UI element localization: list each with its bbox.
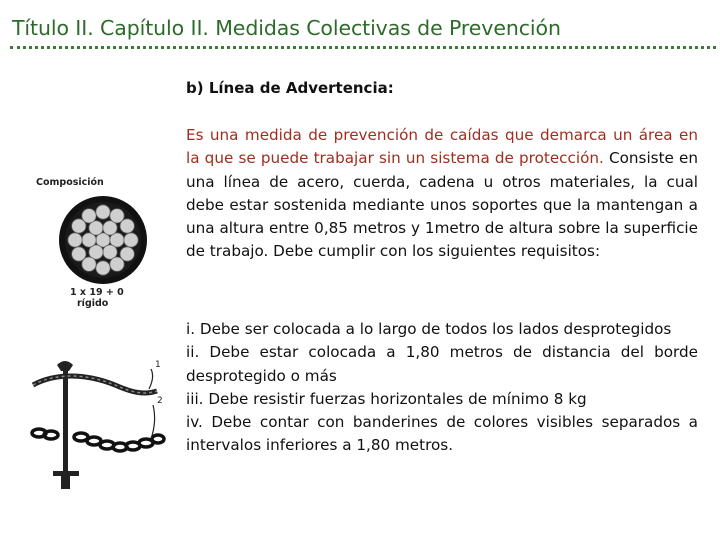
composition-caption-type: rígido — [77, 298, 109, 309]
label-1: 1 — [155, 360, 161, 370]
support-post — [63, 369, 68, 473]
composition-title: Composición — [36, 177, 104, 188]
composition-caption: 1 x 19 + 0 — [70, 287, 124, 298]
definition-text: Es una medida de prevención de caídas que demarca un área en la que se puede trabajar sin un sistema de protección. — [186, 126, 698, 168]
label-2: 2 — [157, 396, 163, 406]
requirement-item: iv. Debe contar con banderines de colores visibles separados a intervalos inferiores a 1,80 metros. — [186, 413, 698, 455]
requirement-item: ii. Debe estar colocada a 1,80 metros de distancia del borde desprotegido o más — [186, 343, 698, 385]
lower-chain — [32, 429, 164, 451]
title-divider — [10, 46, 716, 49]
requirement-item: i. Debe ser colocada a lo largo de todos los lados desprotegidos — [186, 320, 672, 338]
description-paragraph — [186, 124, 698, 264]
requirements-list — [186, 318, 698, 458]
page-title: Título II. Capítulo II. Medidas Colectivas de Prevención — [12, 16, 561, 40]
requirement-item: iii. Debe resistir fuerzas horizontales de mínimo 8 kg — [186, 389, 587, 408]
warning-line-figure — [5, 355, 175, 490]
details-text: Consiste en una línea de acero, cuerda, cadena u otros materiales, la cual debe estar sostenida mediante unos soportes que la mantengan a una altura entre 0,85 metros y 1metro de altura sobre la superficie de trabajo. Debe cumplir con los siguientes requisitos: — [186, 149, 699, 261]
section-heading: b) Línea de Advertencia: — [186, 79, 394, 97]
